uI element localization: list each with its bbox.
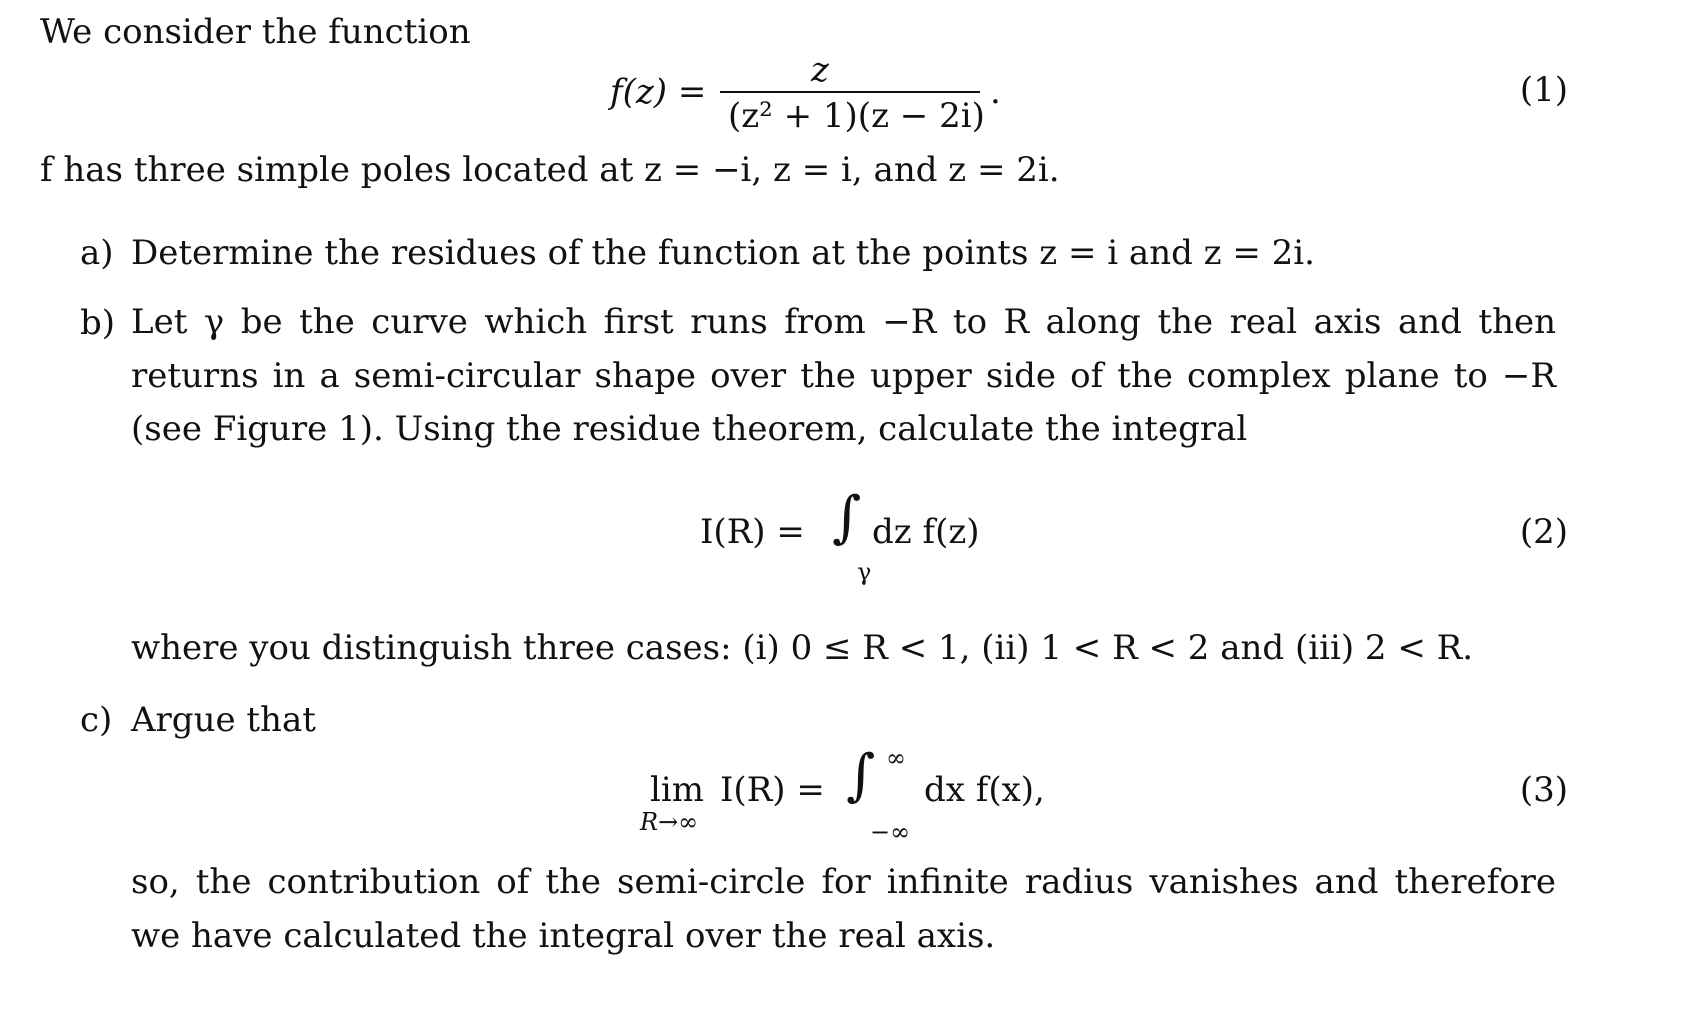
- integral-upper-limit: ∞: [886, 744, 906, 772]
- item-a-text: Determine the residues of the function at the points z = i and z = 2i.: [131, 233, 1315, 273]
- equation-2-lhs: I(R) =: [700, 512, 805, 552]
- limit-word: lim: [650, 770, 704, 810]
- integral-symbol: ∫: [832, 485, 862, 550]
- equation-1: [610, 48, 1005, 138]
- equation-1-denominator: (z² + 1)(z − 2i): [728, 96, 985, 136]
- equation-3-rhs: dx f(x),: [924, 770, 1045, 810]
- conclusion-text: so, the contribution of the semi-circle for infinite radius vanishes and therefore we have calculated the integral over the real axis.: [131, 862, 1556, 956]
- item-c-text: Argue that: [131, 700, 316, 740]
- integral-lower-limit: −∞: [870, 818, 911, 846]
- item-c-label: c): [80, 700, 113, 740]
- poles-text: f has three simple poles located at z = −i, z = i, and z = 2i.: [40, 150, 1060, 190]
- limit-subscript: R→∞: [640, 808, 699, 836]
- equation-3-lhs: I(R) =: [720, 770, 825, 810]
- equation-2-rhs: dz f(z): [872, 512, 980, 552]
- item-b-text: Let γ be the curve which first runs from −R to R along the real axis and then returns in a semi-circular shape over the upper side of the complex plane to −R (see Figure 1). Using the residue theorem, calculate the integral: [131, 302, 1556, 450]
- item-a-label: a): [80, 233, 114, 273]
- equation-1-number: (1): [1519, 70, 1568, 110]
- intro-text: We consider the function: [40, 12, 471, 52]
- integral-subscript: γ: [857, 558, 872, 586]
- equation-2-number: (2): [1519, 512, 1568, 552]
- integral-symbol-2: ∫: [846, 743, 876, 808]
- item-b-label: b): [80, 303, 116, 343]
- equation-1-numerator: z: [811, 50, 829, 90]
- fraction-bar: [720, 91, 980, 93]
- equation-1-period: .: [990, 72, 1001, 112]
- cases-text: where you distinguish three cases: (i) 0 ≤ R < 1, (ii) 1 < R < 2 and (iii) 2 < R.: [131, 628, 1474, 668]
- equation-3-number: (3): [1519, 770, 1568, 810]
- equation-1-lhs: f(z) =: [610, 72, 707, 112]
